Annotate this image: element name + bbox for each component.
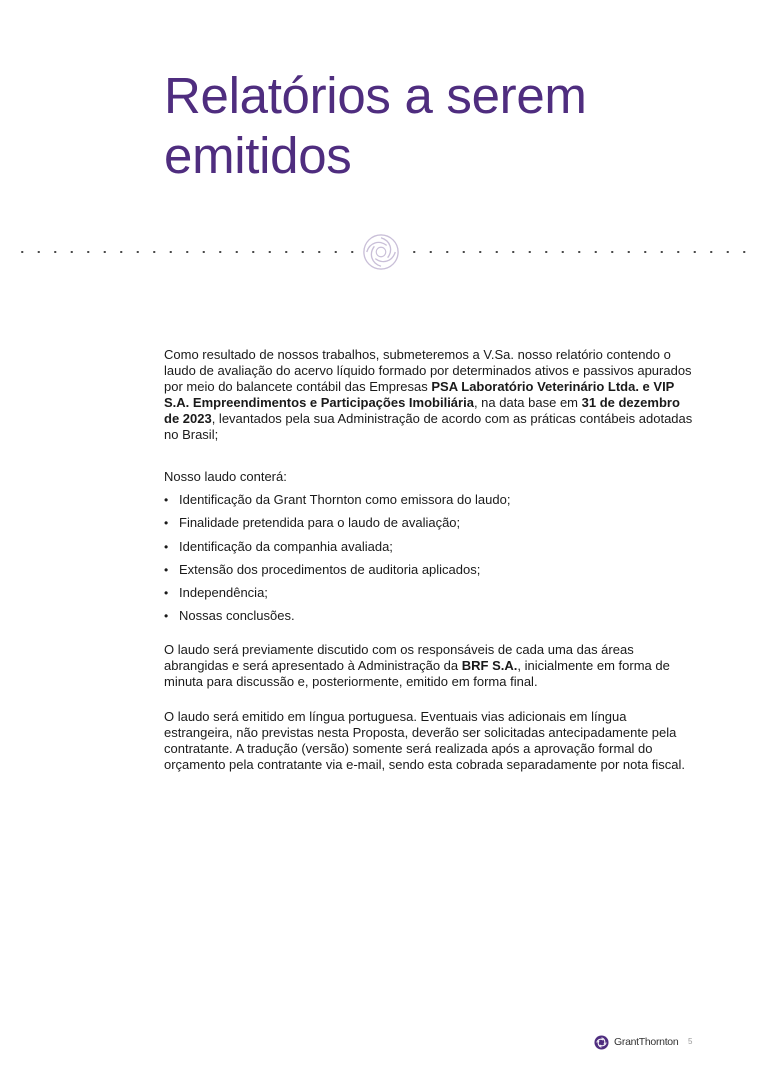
base-date: 31 de dezembro de 2023 [164,395,680,426]
grant-thornton-logo-icon [594,1035,609,1050]
footer-logo [594,1033,678,1051]
list-item: • Finalidade pretendida para o laudo de avaliação; [164,515,694,531]
client-name: BRF S.A. [461,658,518,674]
section-divider [0,232,766,272]
laudo-contents-list [164,492,694,624]
body-content [164,347,694,773]
brand-name: GrantThornton [614,1036,679,1048]
list-item: • Nossas conclusões. [164,608,694,624]
intro-text-1: Como resultado de nossos trabalhos, submeteremos a V.Sa. nosso relatório contendo o laudo de avaliação do acervo líquido formado por determinados ativos e passivos apurados por meio do balancete contábil das Empresas [164,347,692,394]
list-item: • Extensão dos procedimentos de auditoria aplicados; [164,562,694,578]
discussion-paragraph [164,642,694,690]
intro-text-2: , na data base em [473,395,582,410]
list-item: • Independência; [164,585,694,601]
company-names: PSA Laboratório Veterinário Ltda. e VIP S.A. Empreendimentos e Participações Imobiliária [164,379,675,410]
laudo-intro: Nosso laudo conterá: [164,469,287,484]
discussion-text-1: O laudo será previamente discutido com os responsáveis de cada uma das áreas abrangidas e será apresentado à Administração da [164,642,634,674]
intro-paragraph [164,347,694,443]
page-number: 5 [688,1037,693,1046]
language-paragraph: O laudo será emitido em língua portuguesa. Eventuais vias adicionais em língua estrangeira, não previstas nesta Proposta, deverão ser solicitadas antecipadamente pela contratante. A tradução (versão) somente será realizada após a aprovação formal do orçamento pela contratante via e-mail, sendo esta cobrada separadamente por nota fiscal. [164,709,686,773]
grant-thornton-swirl-icon [362,233,400,271]
list-item: • Identificação da companhia avaliada; [164,539,694,555]
dotted-line-left [14,251,354,253]
list-item: • Identificação da Grant Thornton como emissora do laudo; [164,492,694,508]
discussion-text-2: , inicialmente em forma de minuta para discussão e, posteriormente, emitido em forma final. [164,658,670,690]
page-title: Relatórios a serem emitidos [164,67,587,184]
intro-text-3: , levantados pela sua Administração de acordo com as práticas contábeis adotadas no Brasil; [164,411,693,442]
dotted-line-right [406,251,758,253]
